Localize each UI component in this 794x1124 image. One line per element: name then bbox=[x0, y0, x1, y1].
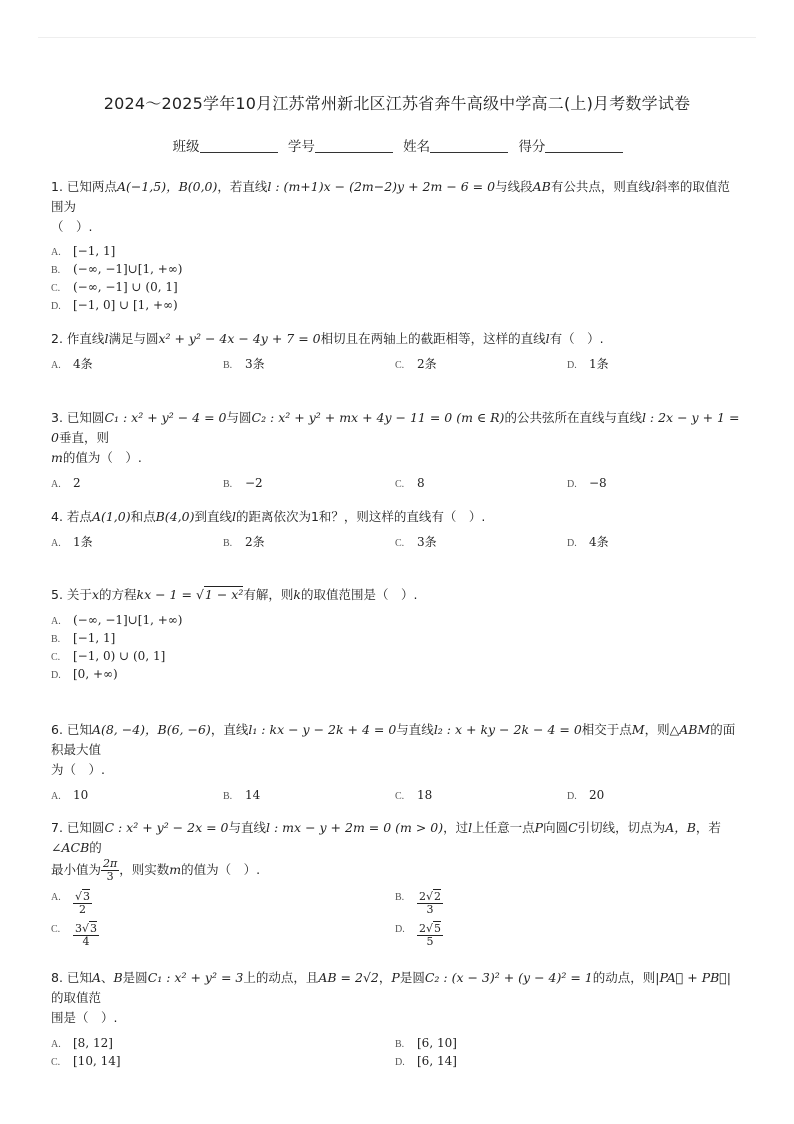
question-1 bbox=[51, 177, 741, 314]
option-b[interactable]: B. −2 bbox=[223, 476, 263, 490]
option-c[interactable]: C. (−∞, −1] ∪ (0, 1] bbox=[51, 280, 178, 294]
question-4 bbox=[51, 507, 741, 551]
options-list bbox=[51, 889, 741, 953]
question-stem: 6. 已知A(8, −4)，B(6, −6)，直线l₁ : kx − y − 2k + 4 = 0与直线l₂ : x + ky − 2k − 4 = 0相交于点M，则△ABM的面积最大值 为（ ）. bbox=[51, 722, 736, 777]
option-b[interactable]: B. (−∞, −1]∪[1, +∞) bbox=[51, 262, 183, 276]
question-2 bbox=[51, 329, 741, 373]
option-a[interactable]: A. $\frac{√3}{2}$ bbox=[51, 890, 91, 916]
option-b[interactable]: B. 3条 bbox=[223, 357, 265, 371]
question-5 bbox=[51, 585, 741, 683]
score-label: 得分 bbox=[518, 139, 546, 155]
options-list bbox=[51, 1034, 741, 1070]
option-c[interactable]: C. $\frac{3√3}{4}$ bbox=[51, 922, 98, 948]
option-a[interactable]: A. [8, 12] bbox=[51, 1036, 113, 1050]
options-list bbox=[51, 533, 741, 551]
class-label: 班级 bbox=[172, 139, 200, 155]
option-d[interactable]: D. −8 bbox=[567, 476, 607, 490]
option-a[interactable]: A. [−1, 1] bbox=[51, 244, 116, 258]
option-c[interactable]: C. 3条 bbox=[395, 535, 437, 549]
option-d[interactable]: D. 20 bbox=[567, 788, 605, 802]
option-d[interactable]: D. [6, 14] bbox=[395, 1054, 457, 1068]
options-list bbox=[51, 611, 741, 683]
top-divider bbox=[38, 37, 756, 38]
fraction: $\frac{2\pi}{3}$ bbox=[103, 857, 118, 883]
question-3 bbox=[51, 408, 741, 492]
option-d[interactable]: D. [0, +∞) bbox=[51, 667, 118, 681]
option-c[interactable]: C. 2条 bbox=[395, 357, 437, 371]
question-stem: 1. 已知两点A(−1,5)，B(0,0)，若直线l : (m+1)x − (2m−2)y + 2m − 6 = 0与线段AB有公共点，则直线l斜率的取值范围为 （ ）. bbox=[51, 179, 730, 234]
option-c[interactable]: C. 8 bbox=[395, 476, 425, 490]
option-a[interactable]: A. 1条 bbox=[51, 535, 93, 549]
option-d[interactable]: D. [−1, 0] ∪ [1, +∞) bbox=[51, 298, 178, 312]
option-a[interactable]: A. 2 bbox=[51, 476, 81, 490]
question-8 bbox=[51, 968, 741, 1070]
option-a[interactable]: A. 10 bbox=[51, 788, 89, 802]
option-c[interactable]: C. [10, 14] bbox=[51, 1054, 121, 1068]
student-id-blank[interactable] bbox=[315, 152, 393, 153]
student-id-label: 学号 bbox=[287, 139, 315, 155]
score-blank[interactable] bbox=[545, 152, 623, 153]
option-c[interactable]: C. 18 bbox=[395, 788, 433, 802]
option-d[interactable]: D. 4条 bbox=[567, 535, 609, 549]
option-c[interactable]: C. [−1, 0) ∪ (0, 1] bbox=[51, 649, 166, 663]
option-b[interactable]: B. 14 bbox=[223, 788, 261, 802]
question-stem: 8. 已知A、B是圆C₁ : x² + y² = 3上的动点，且AB = 2√2，P是圆C₂ : (x − 3)² + (y − 4)² = 1的动点，则|PA⃗ + PB⃗|的取值范 围是（ ）. bbox=[51, 970, 732, 1025]
question-stem: 4. 若点A(1,0)和点B(4,0)到直线l的距离依次为1和？，则这样的直线有（ ）. bbox=[51, 509, 486, 524]
question-7 bbox=[51, 818, 741, 953]
option-b[interactable]: B. [6, 10] bbox=[395, 1036, 457, 1050]
question-stem: 7. 已知圆C : x² + y² − 2x = 0与直线l : mx − y + 2m = 0 (m > 0)，过l上任意一点P向圆C引切线，切点为A，B，若∠ACB的 最小值为 $\frac{2\pi}{3}$ ，则实数m的值为（ ）. bbox=[51, 820, 721, 883]
option-d[interactable]: D. 1条 bbox=[567, 357, 609, 371]
options-list bbox=[51, 355, 741, 373]
question-stem: 3. 已知圆C₁ : x² + y² − 4 = 0与圆C₂ : x² + y² + mx + 4y − 11 = 0 (m ∈ R)的公共弦所在直线与直线l : 2x − y + 1 = 0垂直，则 m的值为（ ）. bbox=[51, 410, 740, 465]
name-label: 姓名 bbox=[403, 139, 431, 155]
option-a[interactable]: A. (−∞, −1]∪[1, +∞) bbox=[51, 613, 183, 627]
student-info-line bbox=[0, 135, 794, 155]
options-list bbox=[51, 786, 741, 804]
option-b[interactable]: B. [−1, 1] bbox=[51, 631, 116, 645]
question-6 bbox=[51, 720, 741, 804]
page-title: 2024～2025学年10月江苏常州新北区江苏省奔牛高级中学高二(上)月考数学试卷 bbox=[103, 94, 691, 113]
question-stem: 5. 关于x的方程kx − 1 = √1 − x²有解，则k的取值范围是（ ）. bbox=[51, 587, 418, 602]
option-b[interactable]: B. 2条 bbox=[223, 535, 265, 549]
option-d[interactable]: D. $\frac{2√5}{5}$ bbox=[395, 922, 442, 948]
options-list bbox=[51, 474, 741, 492]
option-b[interactable]: B. $\frac{2√2}{3}$ bbox=[395, 890, 442, 916]
name-blank[interactable] bbox=[430, 152, 508, 153]
option-a[interactable]: A. 4条 bbox=[51, 357, 93, 371]
options-list bbox=[51, 242, 741, 314]
question-stem: 2. 作直线l满足与圆x² + y² − 4x − 4y + 7 = 0相切且在两轴上的截距相等，这样的直线l有（ ）. bbox=[51, 331, 604, 346]
class-blank[interactable] bbox=[200, 152, 278, 153]
